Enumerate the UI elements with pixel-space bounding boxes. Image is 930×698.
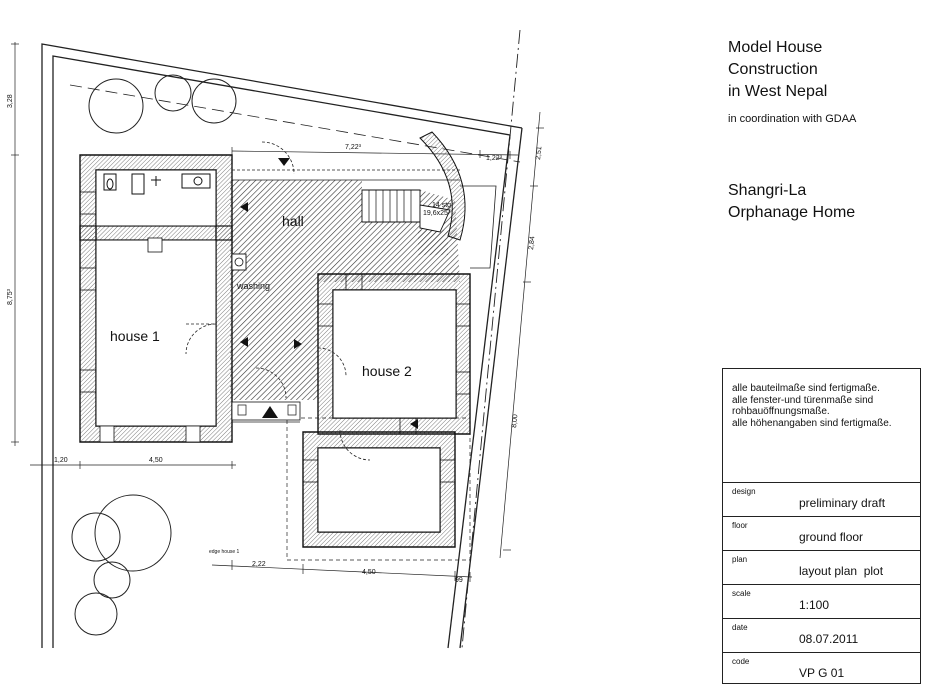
row-label: plan [732, 555, 748, 564]
row-label: design [732, 487, 756, 496]
row-scale [723, 585, 920, 619]
row-label: scale [732, 589, 751, 598]
dim-bottom-left-1: 1,20 [54, 457, 68, 464]
row-code [723, 653, 920, 683]
dim-top-left-v: 3,28 [7, 94, 14, 108]
row-label: floor [732, 521, 748, 530]
washing-basin [232, 254, 246, 270]
row-date [723, 619, 920, 653]
lower-house-walls [287, 418, 470, 560]
room-label-house-2: house 2 [362, 363, 412, 379]
house-2-walls [318, 274, 470, 434]
entrance [232, 402, 300, 420]
row-value: ground floor [799, 530, 864, 544]
row-design [723, 483, 920, 517]
room-label-washing: washing [237, 281, 271, 291]
note-line: alle fenster-und türenmaße sind [732, 394, 874, 406]
title-block [722, 368, 921, 684]
title-line-1: Model House [728, 39, 823, 56]
title-line-3: in West Nepal [728, 83, 828, 100]
coordination-note: in coordination with GDAA [728, 113, 857, 125]
row-value: VP G 01 [799, 666, 845, 680]
row-value: 08.07.2011 [799, 632, 859, 646]
dim-right-3: 8,00 [511, 413, 520, 429]
title-line-2: Construction [728, 61, 818, 78]
title-block-notes [723, 369, 920, 483]
project-line-2: Orphanage Home [728, 204, 856, 221]
note-line: rohbauöffnungsmaße. [732, 406, 830, 417]
dim-right-1: 2,51 [535, 145, 544, 161]
row-value: layout plan plot [799, 564, 884, 578]
dim-top-right: 1,22³ [486, 155, 502, 162]
room-label-hall: hall [282, 213, 304, 229]
dim-left-v: 8,75³ [7, 289, 14, 305]
note-line: alle höhenangaben sind fertigmaße. [732, 417, 892, 429]
house-1-walls [80, 155, 232, 442]
dim-bottom-left-2: 4,50 [149, 457, 163, 464]
room-label-house-1: house 1 [110, 328, 160, 344]
dim-bottom-3: 99 [455, 577, 463, 584]
row-label: date [732, 623, 748, 632]
stair-note-1: 14 stg. [432, 202, 454, 209]
edge-note: edge house 1 [209, 549, 240, 555]
row-plan [723, 551, 920, 585]
dim-top-mid: 7,22³ [345, 144, 361, 151]
dim-right-2: 2,84 [528, 235, 537, 251]
row-floor [723, 517, 920, 551]
note-line: alle bauteilmaße sind fertigmaße. [732, 383, 880, 394]
dim-bottom-1: 2,22 [252, 561, 266, 568]
project-line-1: Shangri-La [728, 182, 807, 199]
row-label: code [732, 657, 750, 666]
dim-bottom-2: 4,50 [362, 569, 376, 576]
row-value: 1:100 [799, 598, 830, 612]
stair-note-2: 19,6x25 [423, 210, 448, 217]
row-value: preliminary draft [799, 496, 886, 510]
